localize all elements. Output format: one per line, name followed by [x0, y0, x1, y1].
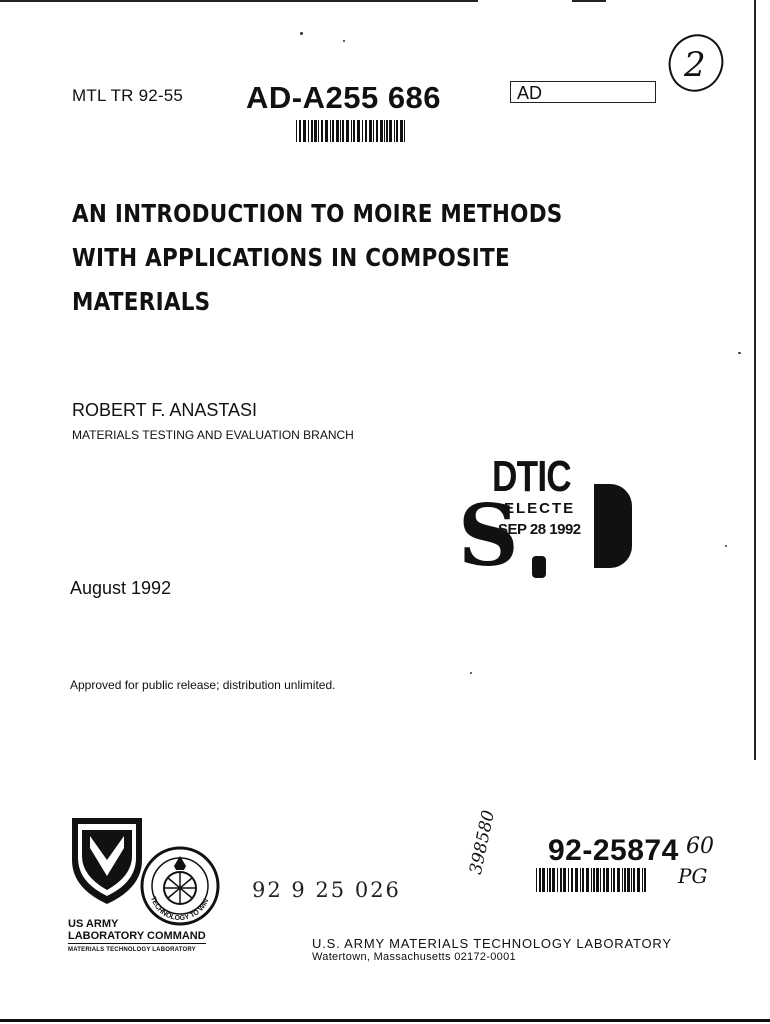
barcode-bar — [296, 120, 297, 142]
stamp-letter-s: S — [458, 486, 519, 585]
barcode-bar — [637, 868, 640, 892]
barcode-bar — [400, 120, 403, 142]
barcode-bar — [603, 868, 605, 892]
stamp-dtic-text: DTIC — [492, 452, 571, 501]
title-line-1: AN INTRODUCTION TO MOIRE METHODS — [72, 199, 563, 228]
bottom-rule — [0, 1019, 770, 1022]
dtic-stamp — [458, 452, 648, 586]
speck — [725, 545, 727, 547]
barcode-bar — [549, 868, 551, 892]
ad-number: AD-A255 686 — [246, 80, 442, 115]
barcode-bar — [299, 120, 301, 142]
barcode-bar — [575, 868, 578, 892]
barcode-bar — [563, 868, 566, 892]
barcode-bar — [571, 868, 573, 892]
barcode-bar — [596, 868, 599, 892]
barcode-bar — [600, 868, 601, 892]
vertical-handwriting: 398580 — [466, 808, 500, 877]
document-number: 92-25874 — [548, 834, 679, 867]
ad-box: AD — [510, 81, 656, 103]
distribution-statement: Approved for public release; distribution unlimited. — [70, 678, 336, 692]
barcode-bar — [622, 868, 623, 892]
barcode-bar — [593, 868, 595, 892]
barcode-bar — [404, 120, 405, 142]
laboratory-location: Watertown, Massachusetts 02172-0001 — [312, 951, 516, 963]
speck — [300, 32, 303, 35]
barcode-bar — [303, 120, 306, 142]
barcode-bar — [362, 120, 363, 142]
barcode-bar — [346, 120, 349, 142]
barcode-bar — [580, 868, 581, 892]
ad-barcode — [296, 120, 424, 142]
top-rule — [0, 0, 478, 2]
barcode-bar — [582, 868, 584, 892]
barcode-bar — [325, 120, 328, 142]
barcode-bar — [396, 120, 398, 142]
barcode-bar — [321, 120, 323, 142]
barcode-bar — [342, 120, 344, 142]
document-number-handwritten: 60 — [686, 834, 714, 859]
army-line-3: MATERIALS TECHNOLOGY LABORATORY — [68, 947, 196, 953]
barcode-bar — [336, 120, 339, 142]
barcode-bar — [330, 120, 331, 142]
report-number: MTL TR 92-55 — [72, 86, 184, 105]
barcode-bar — [644, 868, 646, 892]
barcode-bar — [642, 868, 643, 892]
stamp-letter-d — [594, 484, 632, 568]
title-line-3: MATERIALS — [72, 287, 211, 316]
barcode-bar — [340, 120, 341, 142]
barcode-bar — [318, 120, 319, 142]
barcode-bar — [539, 868, 541, 892]
barcode-bar — [627, 868, 630, 892]
speck — [738, 352, 741, 354]
speck — [470, 672, 472, 674]
technology-seal-logo — [140, 846, 220, 926]
barcode-bar — [586, 868, 589, 892]
barcode-bar — [351, 120, 352, 142]
barcode-bar — [617, 868, 620, 892]
document-title — [72, 192, 563, 324]
barcode-bar — [552, 868, 555, 892]
army-line-2: LABORATORY COMMAND — [68, 930, 206, 942]
barcode-bar — [560, 868, 562, 892]
barcode-bar — [547, 868, 548, 892]
barcode-bar — [332, 120, 334, 142]
laboratory-name: U.S. ARMY MATERIALS TECHNOLOGY LABORATORY — [312, 936, 672, 951]
barcode-bar — [606, 868, 609, 892]
barcode-bar — [369, 120, 372, 142]
author-branch: MATERIALS TESTING AND EVALUATION BRANCH — [72, 428, 354, 442]
top-rule-segment — [572, 0, 606, 2]
handwritten-circled-number — [664, 30, 728, 94]
barcode-bar — [633, 868, 635, 892]
barcode-bar — [613, 868, 615, 892]
barcode-bar — [386, 120, 388, 142]
speck — [343, 40, 345, 42]
army-line-1: US ARMY — [68, 918, 119, 930]
document-barcode — [536, 868, 666, 892]
circled-number-text: 2 — [684, 45, 706, 85]
barcode-bar — [624, 868, 626, 892]
barcode-bar — [308, 120, 309, 142]
title-line-2: WITH APPLICATIONS IN COMPOSITE — [72, 243, 510, 272]
barcode-bar — [373, 120, 374, 142]
barcode-bar — [380, 120, 383, 142]
barcode-bar — [542, 868, 545, 892]
barcode-bar — [394, 120, 395, 142]
right-edge-rule — [754, 0, 756, 760]
barcode-bar — [611, 868, 612, 892]
barcode-bar — [536, 868, 537, 892]
barcode-bar — [591, 868, 592, 892]
accession-number: 92 9 25 026 — [252, 878, 401, 902]
army-command-block — [68, 918, 206, 956]
stamp-ink-blot — [532, 556, 546, 578]
stamp-electe-text: ELECTE — [504, 500, 576, 517]
barcode-bar — [357, 120, 360, 142]
barcode-bar — [631, 868, 632, 892]
barcode-bar — [365, 120, 367, 142]
barcode-bar — [311, 120, 313, 142]
barcode-bar — [314, 120, 317, 142]
handwritten-pg: PG — [678, 864, 708, 888]
stamp-date-text: SEP 28 1992 — [498, 521, 581, 538]
barcode-bar — [376, 120, 378, 142]
barcode-bar — [384, 120, 385, 142]
barcode-bar — [557, 868, 558, 892]
seal-text: TECHNOLOGY TO WIN — [148, 895, 211, 923]
barcode-bar — [568, 868, 569, 892]
army-shield-logo — [68, 814, 146, 906]
publication-date: August 1992 — [70, 578, 172, 598]
barcode-bar — [389, 120, 392, 142]
author-name: ROBERT F. ANASTASI — [72, 400, 258, 420]
barcode-bar — [353, 120, 355, 142]
